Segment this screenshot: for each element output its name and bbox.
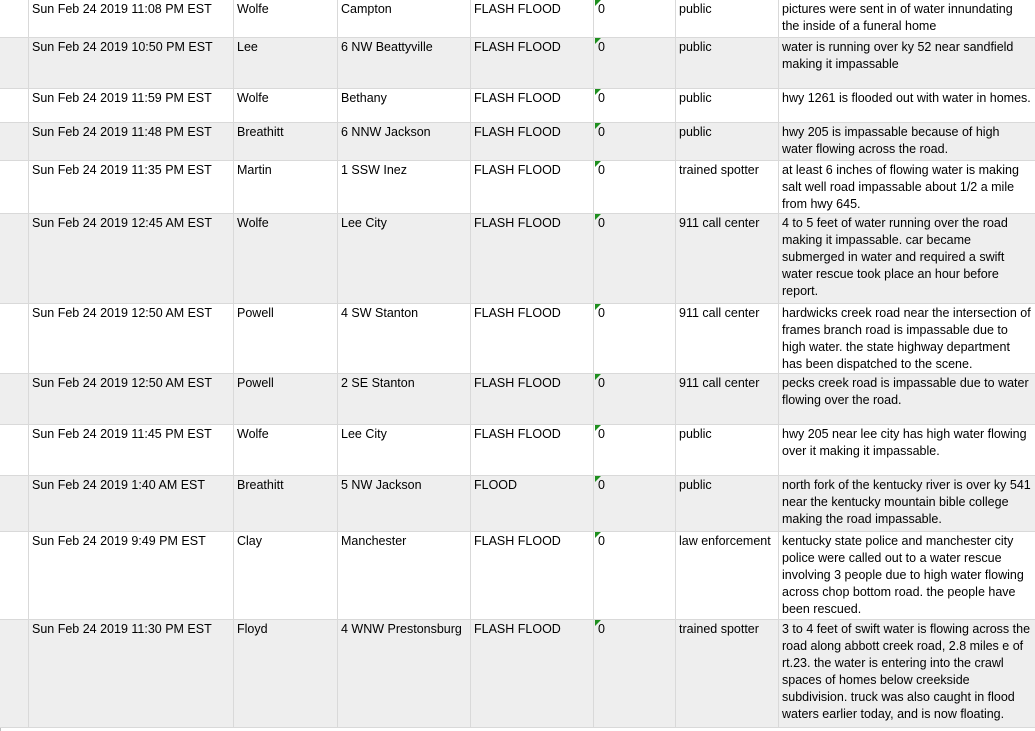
remarks-cell[interactable]: north fork of the kentucky river is over ky 541 near the kentucky mountain bible college making the road impassable. <box>778 476 1035 531</box>
event-type-cell[interactable]: FLASH FLOOD <box>470 0 593 37</box>
magnitude-value: 0 <box>598 91 605 105</box>
datetime-cell[interactable]: Sun Feb 24 2019 12:50 AM EST <box>28 304 233 373</box>
location-cell[interactable]: 6 NNW Jackson <box>337 123 470 160</box>
remarks-cell[interactable]: hwy 1261 is flooded out with water in homes. <box>778 89 1035 122</box>
source-cell[interactable]: 911 call center <box>675 214 778 303</box>
event-type-cell[interactable]: FLASH FLOOD <box>470 532 593 619</box>
magnitude-cell[interactable] <box>593 304 675 373</box>
magnitude-value: 0 <box>598 427 605 441</box>
county-cell[interactable]: Martin <box>233 161 337 213</box>
location-cell[interactable]: Lee City <box>337 214 470 303</box>
county-cell[interactable]: Breathitt <box>233 123 337 160</box>
datetime-cell[interactable]: Sun Feb 24 2019 11:59 PM EST <box>28 89 233 122</box>
table-row[interactable] <box>0 161 1035 214</box>
magnitude-value: 0 <box>598 40 605 54</box>
county-cell[interactable]: Powell <box>233 374 337 424</box>
location-cell[interactable]: Manchester <box>337 532 470 619</box>
magnitude-cell[interactable] <box>593 123 675 160</box>
magnitude-cell[interactable] <box>593 620 675 727</box>
remarks-cell[interactable]: hwy 205 is impassable because of high water flowing across the road. <box>778 123 1035 160</box>
source-cell[interactable]: public <box>675 476 778 531</box>
table-row[interactable] <box>0 532 1035 620</box>
location-cell[interactable]: 6 NW Beattyville <box>337 38 470 88</box>
datetime-cell[interactable]: Sun Feb 24 2019 11:30 PM EST <box>28 620 233 727</box>
table-row[interactable] <box>0 374 1035 425</box>
row-gutter-cell[interactable] <box>0 0 28 37</box>
source-cell[interactable]: public <box>675 123 778 160</box>
magnitude-value: 0 <box>598 306 605 320</box>
magnitude-value: 0 <box>598 125 605 139</box>
magnitude-cell[interactable] <box>593 374 675 424</box>
remarks-cell[interactable]: at least 6 inches of flowing water is making salt well road impassable about 1/2 a mile from hwy 645. <box>778 161 1035 213</box>
location-cell[interactable]: 4 WNW Prestonsburg <box>337 620 470 727</box>
county-cell[interactable]: Floyd <box>233 620 337 727</box>
table-row[interactable] <box>0 425 1035 476</box>
datetime-cell[interactable]: Sun Feb 24 2019 11:45 PM EST <box>28 425 233 475</box>
magnitude-cell[interactable] <box>593 425 675 475</box>
remarks-cell[interactable]: water is running over ky 52 near sandfield making it impassable <box>778 38 1035 88</box>
remarks-cell[interactable]: kentucky state police and manchester city police were called out to a water rescue involving 3 people due to high water flowing across chop bottom road. the people have been rescued. <box>778 532 1035 619</box>
source-cell[interactable]: public <box>675 425 778 475</box>
table-row[interactable] <box>0 0 1035 38</box>
remarks-cell[interactable]: pecks creek road is impassable due to water flowing over the road. <box>778 374 1035 424</box>
county-cell[interactable]: Wolfe <box>233 0 337 37</box>
magnitude-cell[interactable] <box>593 89 675 122</box>
datetime-cell[interactable]: Sun Feb 24 2019 1:40 AM EST <box>28 476 233 531</box>
table-row[interactable] <box>0 123 1035 161</box>
event-type-cell[interactable]: FLASH FLOOD <box>470 374 593 424</box>
location-cell[interactable]: 4 SW Stanton <box>337 304 470 373</box>
source-cell[interactable]: trained spotter <box>675 161 778 213</box>
table-row[interactable] <box>0 476 1035 532</box>
row-gutter-cell[interactable] <box>0 304 28 373</box>
source-cell[interactable]: law enforcement <box>675 532 778 619</box>
table-row[interactable] <box>0 89 1035 123</box>
magnitude-value: 0 <box>598 478 605 492</box>
event-type-cell[interactable]: FLASH FLOOD <box>470 89 593 122</box>
remarks-cell[interactable]: hardwicks creek road near the intersection of frames branch road is impassable due to high water. the state highway department has been dispatched to the scene. <box>778 304 1035 373</box>
datetime-cell[interactable]: Sun Feb 24 2019 12:50 AM EST <box>28 374 233 424</box>
datetime-cell[interactable]: Sun Feb 24 2019 12:45 AM EST <box>28 214 233 303</box>
datetime-cell[interactable]: Sun Feb 24 2019 11:08 PM EST <box>28 0 233 37</box>
table-row[interactable] <box>0 620 1035 728</box>
county-cell[interactable]: Wolfe <box>233 425 337 475</box>
source-cell[interactable]: 911 call center <box>675 304 778 373</box>
event-type-cell[interactable]: FLASH FLOOD <box>470 161 593 213</box>
location-cell[interactable]: Bethany <box>337 89 470 122</box>
row-gutter-cell[interactable] <box>0 123 28 160</box>
datetime-cell[interactable]: Sun Feb 24 2019 9:49 PM EST <box>28 532 233 619</box>
county-cell[interactable]: Lee <box>233 38 337 88</box>
event-type-cell[interactable]: FLASH FLOOD <box>470 214 593 303</box>
county-cell[interactable]: Wolfe <box>233 89 337 122</box>
source-cell[interactable]: 911 call center <box>675 374 778 424</box>
table-row[interactable] <box>0 304 1035 374</box>
magnitude-value: 0 <box>598 216 605 230</box>
location-cell[interactable]: Lee City <box>337 425 470 475</box>
datetime-cell[interactable]: Sun Feb 24 2019 11:35 PM EST <box>28 161 233 213</box>
county-cell[interactable]: Breathitt <box>233 476 337 531</box>
event-type-cell[interactable]: FLASH FLOOD <box>470 38 593 88</box>
source-cell[interactable]: trained spotter <box>675 620 778 727</box>
source-cell[interactable]: public <box>675 0 778 37</box>
row-gutter-cell[interactable] <box>0 532 28 619</box>
row-gutter-cell[interactable] <box>0 476 28 531</box>
location-cell[interactable]: 2 SE Stanton <box>337 374 470 424</box>
county-cell[interactable]: Powell <box>233 304 337 373</box>
row-gutter-cell[interactable] <box>0 620 28 727</box>
row-gutter-cell[interactable] <box>0 38 28 88</box>
magnitude-value: 0 <box>598 534 605 548</box>
table-row[interactable] <box>0 38 1035 89</box>
row-gutter-cell[interactable] <box>0 374 28 424</box>
magnitude-cell[interactable] <box>593 214 675 303</box>
source-cell[interactable]: public <box>675 38 778 88</box>
magnitude-value: 0 <box>598 2 605 16</box>
row-gutter-cell[interactable] <box>0 425 28 475</box>
magnitude-value: 0 <box>598 622 605 636</box>
datetime-cell[interactable]: Sun Feb 24 2019 11:48 PM EST <box>28 123 233 160</box>
source-cell[interactable]: public <box>675 89 778 122</box>
county-cell[interactable]: Clay <box>233 532 337 619</box>
row-gutter-cell[interactable] <box>0 214 28 303</box>
location-cell[interactable]: 1 SSW Inez <box>337 161 470 213</box>
datetime-cell[interactable]: Sun Feb 24 2019 10:50 PM EST <box>28 38 233 88</box>
row-gutter-cell[interactable] <box>0 89 28 122</box>
event-type-cell[interactable]: FLASH FLOOD <box>470 620 593 727</box>
event-type-cell[interactable]: FLASH FLOOD <box>470 123 593 160</box>
location-cell[interactable]: Campton <box>337 0 470 37</box>
magnitude-value: 0 <box>598 376 605 390</box>
magnitude-value: 0 <box>598 163 605 177</box>
location-cell[interactable]: 5 NW Jackson <box>337 476 470 531</box>
event-type-cell[interactable]: FLOOD <box>470 476 593 531</box>
table-row[interactable] <box>0 214 1035 304</box>
magnitude-cell[interactable] <box>593 476 675 531</box>
remarks-cell[interactable]: 4 to 5 feet of water running over the road making it impassable. car became submerged in water and required a swift water rescue took place an hour before report. <box>778 214 1035 303</box>
event-type-cell[interactable]: FLASH FLOOD <box>470 425 593 475</box>
remarks-cell[interactable]: 3 to 4 feet of swift water is flowing across the road along abbott creek road, 2.8 miles e of rt.23. the water is entering into the crawl spaces of homes below creekside subdivision. truck was also caught in flood waters earlier today, and is now floating. <box>778 620 1035 727</box>
magnitude-cell[interactable] <box>593 532 675 619</box>
magnitude-cell[interactable] <box>593 161 675 213</box>
county-cell[interactable]: Wolfe <box>233 214 337 303</box>
remarks-cell[interactable]: pictures were sent in of water innundating the inside of a funeral home <box>778 0 1035 37</box>
magnitude-cell[interactable] <box>593 0 675 37</box>
row-gutter-cell[interactable] <box>0 161 28 213</box>
magnitude-cell[interactable] <box>593 38 675 88</box>
event-type-cell[interactable]: FLASH FLOOD <box>470 304 593 373</box>
remarks-cell[interactable]: hwy 205 near lee city has high water flowing over it making it impassable. <box>778 425 1035 475</box>
